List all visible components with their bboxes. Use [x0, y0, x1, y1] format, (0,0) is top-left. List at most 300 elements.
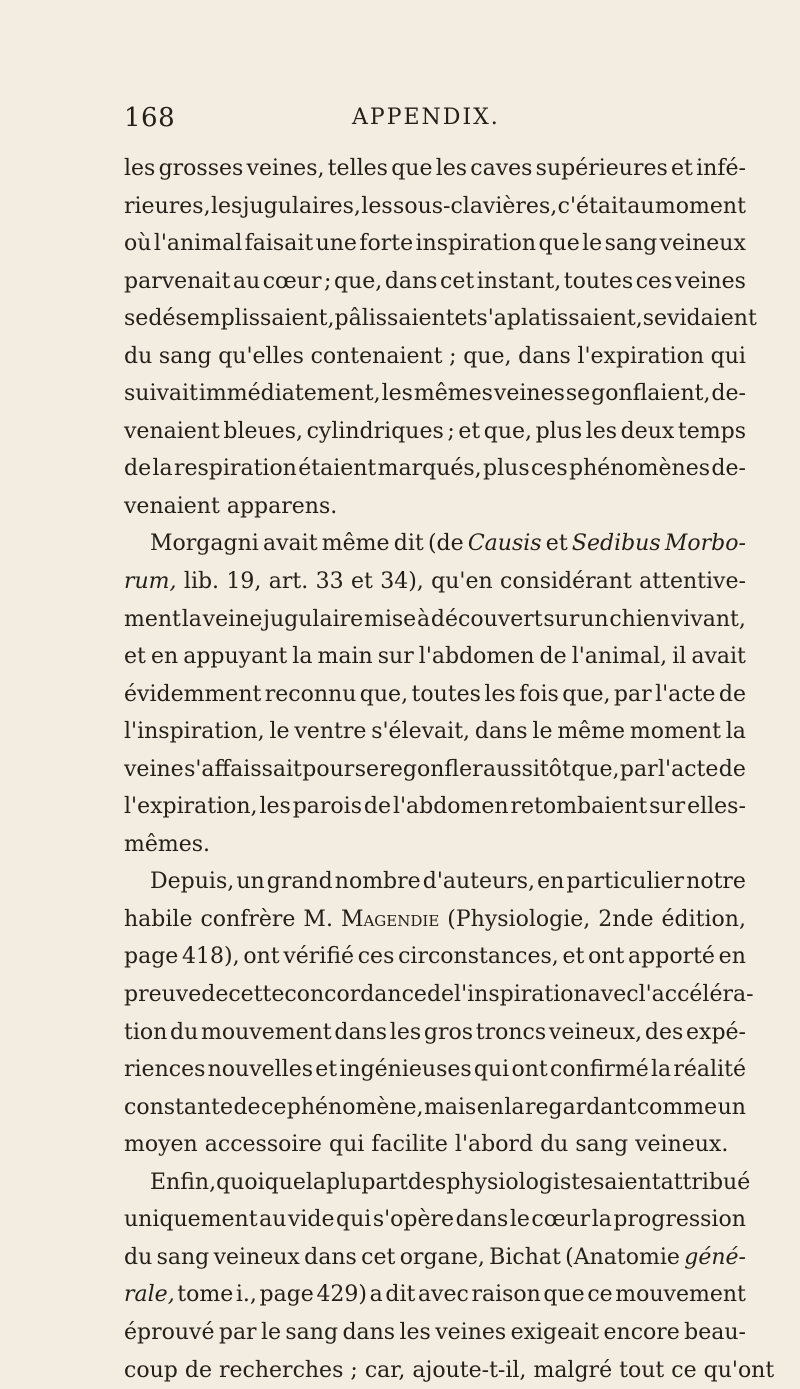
word: cet	[361, 1239, 395, 1277]
word: 33	[316, 563, 344, 601]
word: vide	[288, 1201, 335, 1239]
word: que,	[334, 263, 382, 301]
word: troncs	[476, 1014, 546, 1052]
word: de	[719, 751, 746, 789]
word: la	[292, 638, 312, 676]
word: malgré	[533, 1352, 612, 1389]
word: par	[614, 676, 652, 714]
word: et	[671, 150, 693, 188]
word: ;	[324, 263, 331, 301]
word: veineux,	[549, 1014, 642, 1052]
word: reconnu	[265, 676, 357, 714]
word: du	[170, 1014, 198, 1052]
word: tion	[124, 1014, 167, 1052]
word: avait	[691, 638, 746, 676]
word: (Anatomie	[565, 1239, 680, 1277]
text-line	[124, 788, 746, 826]
word: les	[399, 1314, 430, 1352]
word: Enfin,	[150, 1164, 216, 1202]
word: mouvement	[615, 1276, 746, 1314]
word: d'auteurs,	[423, 863, 535, 901]
word: attribué	[661, 1164, 751, 1202]
word: page	[260, 1276, 314, 1314]
word: et	[458, 413, 480, 451]
word: aussitôt	[483, 751, 571, 789]
word: l'animal,	[572, 638, 667, 676]
word: exigeait	[511, 1314, 600, 1352]
word: en	[537, 863, 564, 901]
word: toutes	[564, 263, 633, 301]
word: l'abdomen	[393, 788, 509, 826]
word: le	[510, 1201, 530, 1239]
text-line	[124, 1201, 746, 1239]
word: les	[390, 1014, 421, 1052]
word: qu'elles	[218, 338, 304, 376]
word: ont	[243, 938, 279, 976]
word: veines,	[247, 150, 325, 188]
text-line	[124, 1239, 746, 1277]
word: se	[566, 375, 590, 413]
word: mouvement	[201, 1014, 332, 1052]
word: qui	[329, 1126, 364, 1164]
word: cœur	[531, 1201, 590, 1239]
word: ces	[358, 938, 395, 976]
word: quoique	[216, 1164, 306, 1202]
running-head: APPENDIX.	[352, 105, 500, 130]
word: que,	[360, 676, 408, 714]
word: organe,	[400, 1239, 485, 1277]
word: l'expiration,	[124, 788, 258, 826]
word: s'affaissait	[184, 751, 302, 789]
word: qui	[474, 1051, 509, 1089]
word: sang	[285, 1314, 338, 1352]
word: Causis	[468, 525, 542, 563]
word: 2nde	[598, 901, 653, 939]
word: il	[672, 638, 686, 676]
word: grand	[267, 863, 333, 901]
word: phénomène,	[287, 1089, 424, 1127]
word: caves	[470, 150, 532, 188]
word: dans	[456, 1201, 509, 1239]
word: la	[306, 1164, 326, 1202]
word: confrère	[200, 901, 295, 939]
word: ;	[350, 1352, 357, 1389]
word: vivant,	[671, 601, 746, 639]
word: pâlissaient	[335, 300, 455, 338]
word: à	[417, 601, 430, 639]
word: aient	[604, 1164, 660, 1202]
word: veine	[203, 601, 263, 639]
word: de	[427, 976, 454, 1014]
word: pour	[302, 751, 354, 789]
word: circonstances,	[398, 938, 559, 976]
word: veines	[494, 375, 565, 413]
word: même	[557, 713, 625, 751]
word: dans	[518, 338, 571, 376]
word: l'expiration	[577, 338, 704, 376]
word: Morgagni	[150, 525, 259, 563]
word: recherches	[219, 1352, 343, 1389]
word: la	[592, 1201, 612, 1239]
word: par	[219, 1314, 257, 1352]
page-number: 168	[124, 103, 175, 133]
word: des	[645, 1014, 683, 1052]
word: que,	[463, 338, 511, 376]
word: qu'ont	[704, 1352, 775, 1389]
word: veine	[124, 751, 184, 789]
word: page	[124, 938, 178, 976]
word: infé-	[696, 150, 746, 188]
word: de-	[711, 375, 746, 413]
word: par	[620, 751, 658, 789]
word: ventre	[294, 713, 366, 751]
word: ce	[671, 1352, 696, 1389]
word: le	[269, 713, 289, 751]
word: au	[259, 1201, 286, 1239]
word: uniquement	[124, 1201, 258, 1239]
text-line	[124, 525, 746, 563]
word: rale,	[124, 1276, 175, 1314]
text-line	[124, 751, 746, 789]
page-header	[124, 103, 744, 139]
word: constante	[124, 1089, 233, 1127]
word: la	[726, 713, 746, 751]
word: regonfler	[379, 751, 482, 789]
text-line	[124, 300, 746, 338]
word: moment	[630, 713, 721, 751]
word: ont	[588, 938, 624, 976]
word: particulier	[566, 863, 684, 901]
word: contenaient	[311, 338, 443, 376]
word: veines	[435, 1314, 506, 1352]
text-line	[124, 826, 746, 864]
word: gros	[424, 1014, 473, 1052]
word: ingénieuses	[339, 1051, 471, 1089]
main-text	[124, 150, 746, 1389]
word: plus	[483, 450, 530, 488]
word: ces	[531, 450, 568, 488]
word: mêmes.	[124, 826, 210, 864]
word: Magendie	[341, 901, 439, 939]
word: cet	[440, 263, 474, 301]
word: faisait	[245, 225, 314, 263]
word: les	[586, 413, 617, 451]
word: sur	[543, 601, 579, 639]
word: cylindriques	[307, 413, 444, 451]
word: réalité	[673, 1051, 746, 1089]
word: et	[351, 563, 373, 601]
word: appuyant	[183, 638, 287, 676]
word: moment	[655, 188, 746, 226]
text-line	[124, 150, 746, 188]
word: de	[233, 1089, 260, 1127]
word: venaient	[124, 488, 220, 526]
word: veineux	[214, 1239, 300, 1277]
text-line	[124, 338, 746, 376]
word: les	[484, 676, 515, 714]
word: qui	[711, 338, 746, 376]
word: Sedibus	[572, 525, 661, 563]
word: ces	[636, 263, 673, 301]
word: que,	[562, 676, 610, 714]
word: (Physiologie,	[447, 901, 590, 939]
word: se	[124, 300, 148, 338]
text-line	[124, 638, 746, 676]
word: regardant	[525, 1089, 636, 1127]
word: c'était	[558, 188, 627, 226]
word: jugulaires,	[243, 188, 361, 226]
word: dans	[304, 1239, 357, 1277]
word: instant,	[477, 263, 561, 301]
text-line	[124, 676, 746, 714]
word: retombaient	[511, 788, 648, 826]
word: M.	[303, 901, 333, 939]
word: veines	[675, 263, 746, 301]
word: étaient	[298, 450, 376, 488]
word: un	[236, 863, 264, 901]
word: les	[382, 375, 413, 413]
word: mêmes	[414, 375, 493, 413]
word: que	[538, 225, 579, 263]
word: sang	[157, 1239, 210, 1277]
word: 19,	[226, 563, 261, 601]
word: avait	[263, 525, 318, 563]
word: de	[719, 676, 746, 714]
word: mise	[364, 601, 416, 639]
word: rum,	[124, 563, 177, 601]
word: 429)	[316, 1276, 367, 1314]
word: car,	[365, 1352, 406, 1389]
text-line	[124, 450, 746, 488]
word: que	[391, 150, 432, 188]
word: temps	[678, 413, 746, 451]
word: l'acte	[658, 751, 718, 789]
word: ajoute-t-il,	[412, 1352, 526, 1389]
word: du	[124, 338, 152, 376]
word: que	[543, 1276, 584, 1314]
word: concordance	[284, 976, 427, 1014]
text-line	[124, 601, 746, 639]
word: ont	[511, 1051, 547, 1089]
word: fois	[519, 676, 559, 714]
word: apporté	[628, 938, 715, 976]
word: les	[436, 150, 467, 188]
word: et	[562, 938, 584, 976]
word: même	[322, 525, 390, 563]
word: la	[152, 450, 172, 488]
text-line	[124, 901, 746, 939]
word: expé-	[686, 1014, 746, 1052]
word: a	[370, 1276, 383, 1314]
word: riences	[124, 1051, 205, 1089]
word: forte	[359, 225, 413, 263]
word: bleues,	[223, 413, 303, 451]
word: de	[185, 1352, 212, 1389]
word: veineux	[660, 225, 746, 263]
word: notre	[686, 863, 746, 901]
word: ment	[124, 601, 181, 639]
word: deux	[621, 413, 675, 451]
word: ce	[587, 1276, 612, 1314]
text-line	[124, 188, 746, 226]
word: avec	[588, 976, 639, 1014]
word: sur	[649, 788, 685, 826]
word: chien	[609, 601, 670, 639]
word: telles	[328, 150, 388, 188]
word: plus	[536, 413, 583, 451]
word: qu'en	[431, 563, 493, 601]
word: gonflaient,	[591, 375, 710, 413]
text-line	[124, 488, 746, 526]
word: sur	[378, 638, 414, 676]
word: 34),	[380, 563, 424, 601]
word: s'opère	[373, 1201, 454, 1239]
word: dit	[394, 525, 424, 563]
text-line	[124, 1352, 746, 1389]
word: moyen	[124, 1126, 198, 1164]
word: les	[211, 188, 242, 226]
text-line	[124, 1276, 746, 1314]
word: tome	[177, 1276, 233, 1314]
word: Depuis,	[150, 863, 234, 901]
word: la	[651, 1051, 671, 1089]
word: raison	[471, 1276, 540, 1314]
word: tout	[619, 1352, 664, 1389]
word: beau-	[684, 1314, 746, 1352]
word: attentive-	[639, 563, 746, 601]
word: vidaient	[667, 300, 757, 338]
word: la	[504, 1089, 524, 1127]
word: elles-	[687, 788, 746, 826]
text-line	[124, 1014, 746, 1052]
text-line	[124, 263, 746, 301]
word: de	[540, 638, 567, 676]
word: l'abdomen	[419, 638, 535, 676]
word: preuve	[124, 976, 201, 1014]
word: dans	[475, 713, 528, 751]
word: habile	[124, 901, 192, 939]
word: et	[455, 300, 477, 338]
word: en	[477, 1089, 504, 1127]
word: ;	[447, 413, 454, 451]
word: progression	[613, 1201, 746, 1239]
word: éprouvé	[124, 1314, 214, 1352]
word: apparens.	[227, 488, 337, 526]
word: rieures,	[124, 188, 211, 226]
word: dit	[385, 1276, 415, 1314]
word: nouvelles	[208, 1051, 313, 1089]
word: venaient	[124, 413, 220, 451]
word: cette	[228, 976, 284, 1014]
word: découvert	[431, 601, 543, 639]
word: en	[151, 638, 178, 676]
word: les	[361, 188, 392, 226]
word: les	[124, 150, 155, 188]
word: considérant	[500, 563, 632, 601]
text-line	[124, 225, 746, 263]
word: ce	[261, 1089, 286, 1127]
word: jugulaire	[263, 601, 363, 639]
word: parois	[293, 788, 362, 826]
word: Bichat	[489, 1239, 561, 1277]
word: s'élevait,	[371, 713, 470, 751]
word: des	[408, 1164, 446, 1202]
word: dans	[334, 1014, 387, 1052]
text-line	[124, 863, 746, 901]
word: le	[582, 225, 602, 263]
word: nombre	[335, 863, 421, 901]
word: le	[261, 1314, 281, 1352]
word: de-	[711, 450, 746, 488]
word: vérifié	[283, 938, 354, 976]
word: sang	[575, 1126, 628, 1164]
word: l'animal	[154, 225, 242, 263]
word: du	[540, 1126, 568, 1164]
word: qui	[336, 1201, 371, 1239]
word: plupart	[326, 1164, 408, 1202]
word: l'acte	[655, 676, 715, 714]
word: que,	[484, 413, 532, 451]
word: main	[318, 638, 373, 676]
word: encore	[604, 1314, 680, 1352]
word: veineux.	[635, 1126, 728, 1164]
text-line	[124, 563, 746, 601]
word: toutes	[411, 676, 480, 714]
word: que,	[571, 751, 619, 789]
word: comme	[637, 1089, 717, 1127]
word: inspiration	[416, 225, 537, 263]
text-line	[124, 713, 746, 751]
word: l'abord	[455, 1126, 533, 1164]
text-line	[124, 938, 746, 976]
word: de	[201, 976, 228, 1014]
word: du	[124, 1239, 152, 1277]
word: sang	[605, 225, 658, 263]
word: l'accéléra-	[639, 976, 754, 1014]
word: coup	[124, 1352, 178, 1389]
word: physiologistes	[446, 1164, 604, 1202]
word: dans	[385, 263, 438, 301]
word: et	[546, 525, 568, 563]
word: ;	[449, 338, 456, 376]
text-line	[124, 1126, 746, 1164]
word: respiration	[174, 450, 297, 488]
word: supérieures	[536, 150, 668, 188]
word: l'inspiration	[454, 976, 588, 1014]
word: évidemment	[124, 676, 261, 714]
word: et	[124, 638, 146, 676]
word: avec	[418, 1276, 469, 1314]
text-line	[124, 1314, 746, 1352]
word: facilite	[371, 1126, 448, 1164]
word: l'inspiration,	[124, 713, 265, 751]
word: sang	[159, 338, 212, 376]
word: lib.	[184, 563, 219, 601]
word: se	[355, 751, 379, 789]
word: art.	[269, 563, 308, 601]
word: de	[364, 788, 391, 826]
word: au	[233, 263, 260, 301]
word: édition,	[662, 901, 746, 939]
word: parvenait	[124, 263, 230, 301]
text-line	[124, 976, 746, 1014]
word: (de	[428, 525, 464, 563]
word: désemplissaient,	[148, 300, 334, 338]
word: suivait	[124, 375, 198, 413]
word: 418),	[182, 938, 240, 976]
word: de	[124, 450, 151, 488]
word: cœur	[263, 263, 322, 301]
